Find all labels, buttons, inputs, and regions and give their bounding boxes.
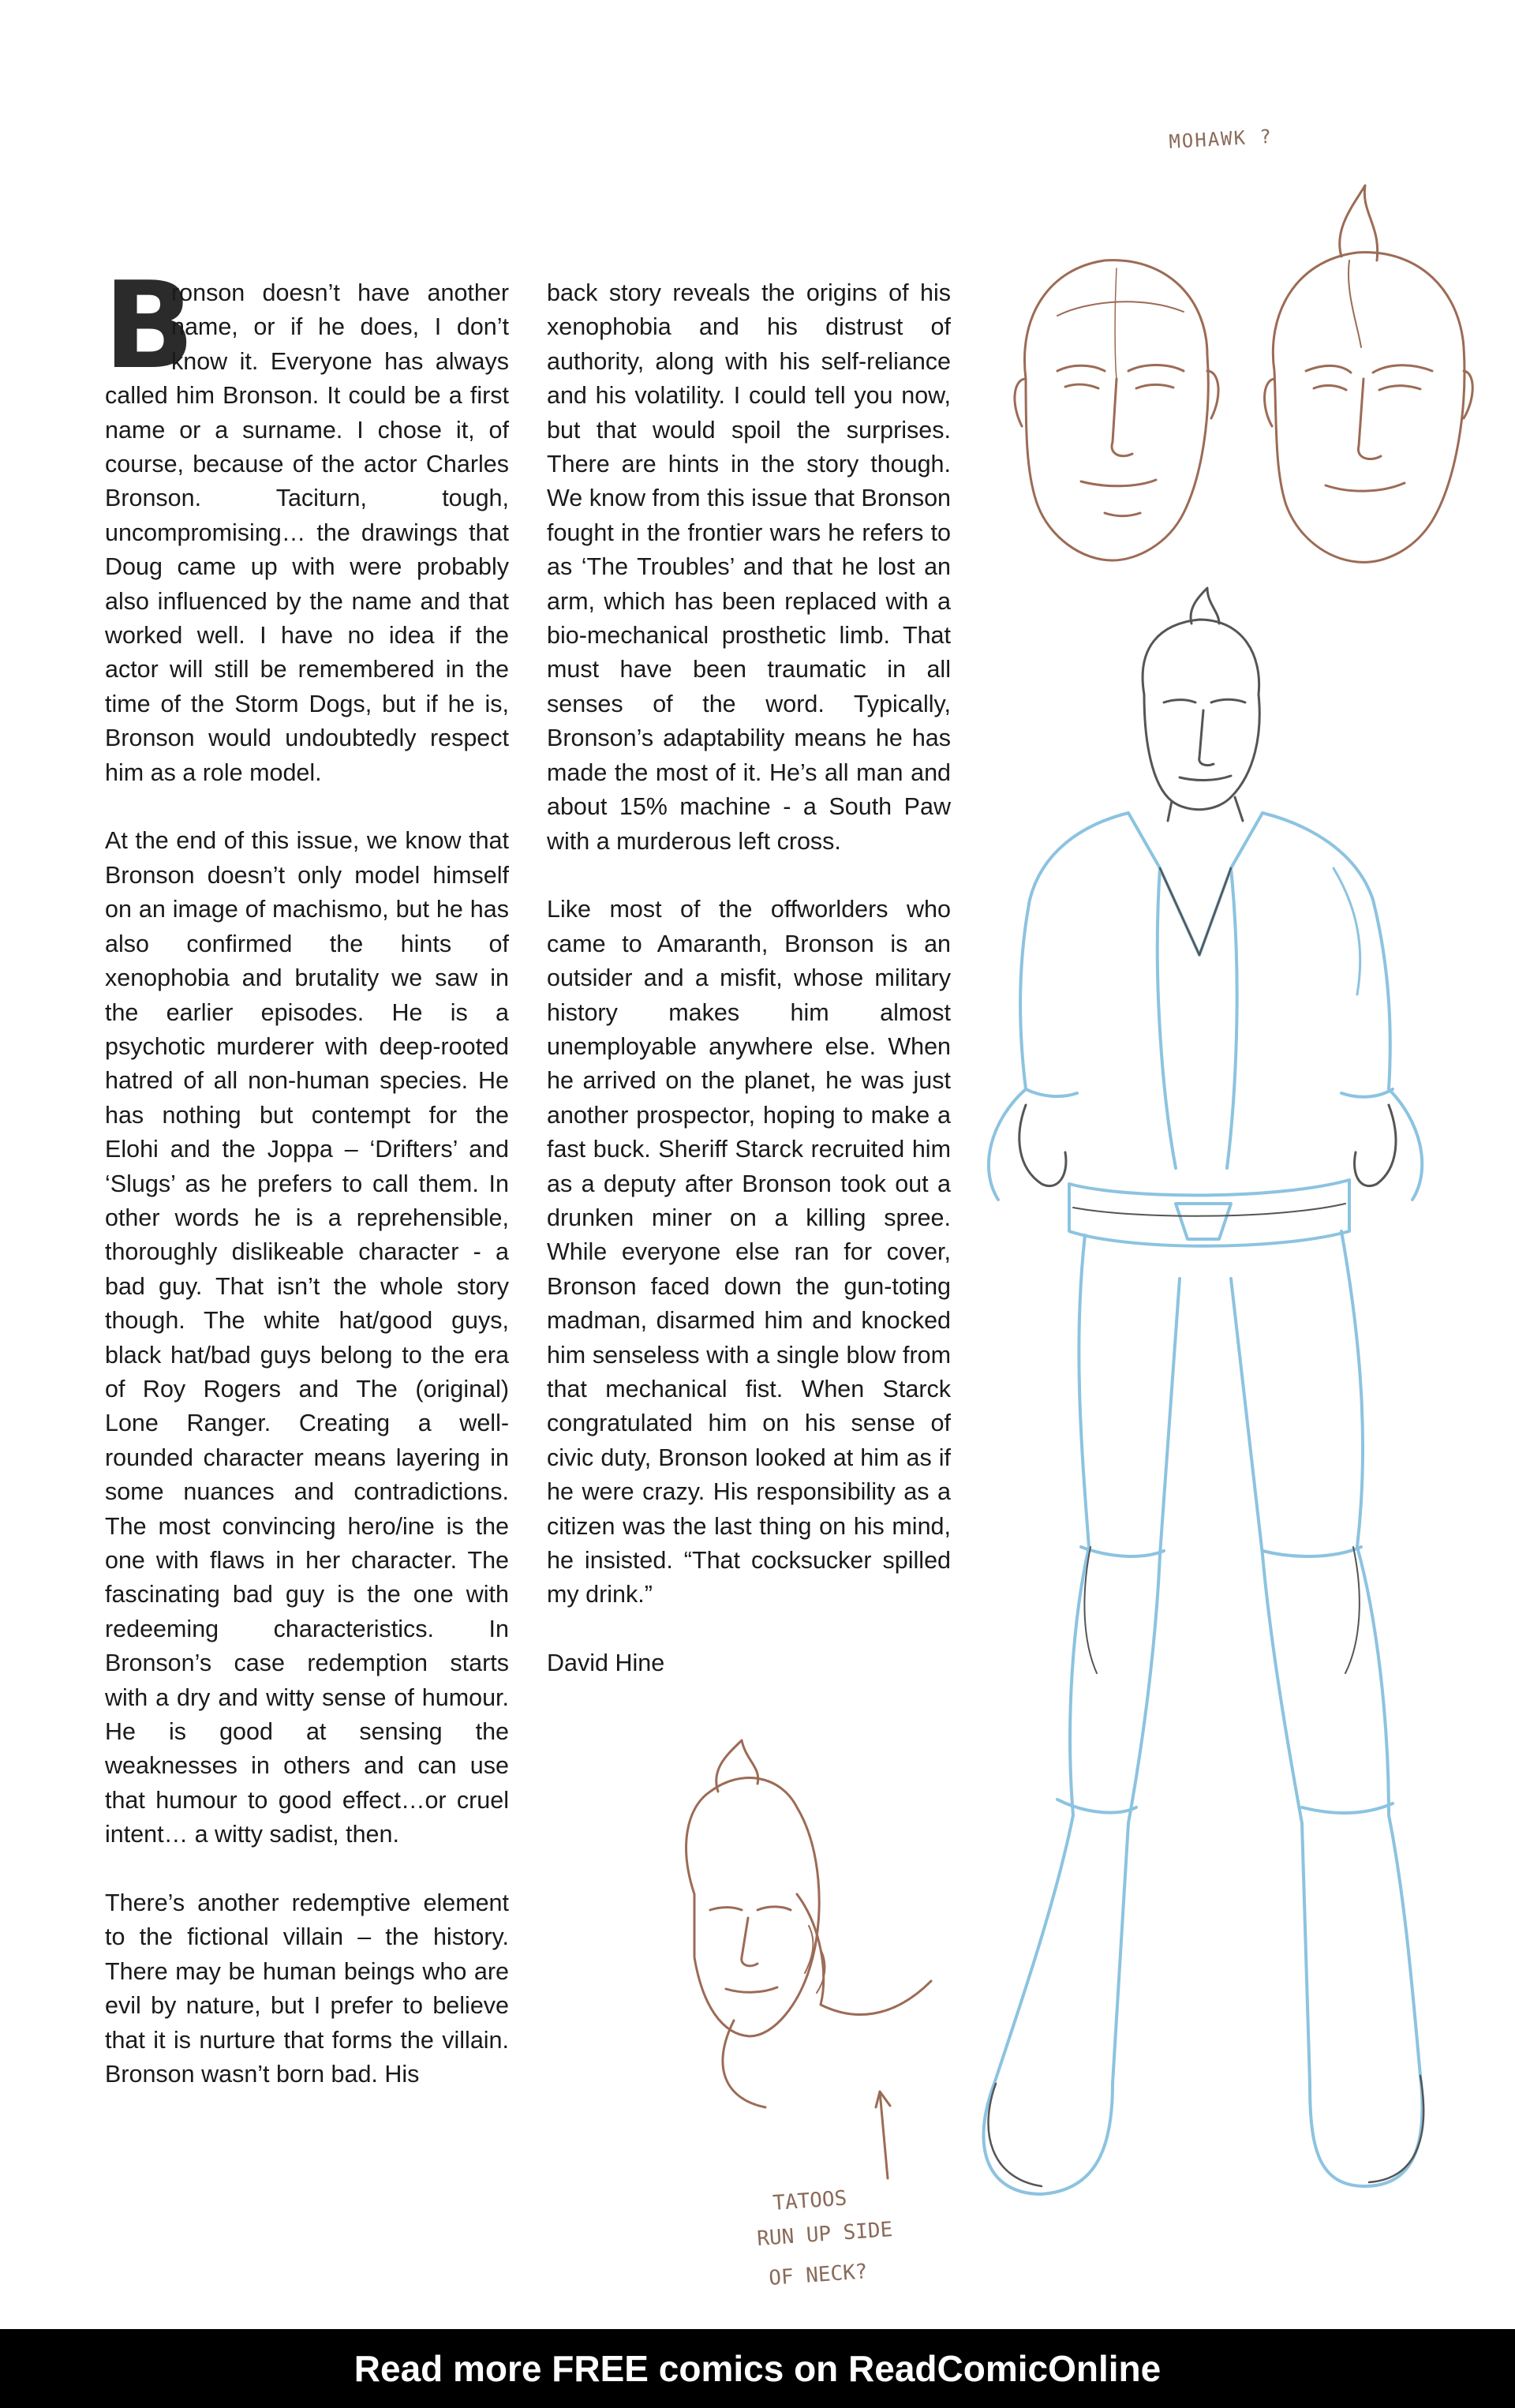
drop-cap: B (103, 256, 195, 395)
full-body-figure-icon (984, 588, 1424, 2194)
article-paragraph: back story reveals the origins of his xenophobia and his distrust of authority, along with his self-reliance and his volatility. I could tell you now, but that would spoil the surprises. There are hints in the story though. We know from this issue that Bronson fought in the frontier wars he refers to as ‘The Troubles’ and that he lost an arm, which has been replaced with a bio-mechanical prosthetic limb. That must have been traumatic in all senses of the word. Typically, Bronson’s adaptability means he has made the most of it. He’s all man and about 15% machine - a South Paw with a murderous left cross. (547, 279, 951, 855)
head-sketch-mohawk-icon (1265, 185, 1473, 562)
article-paragraph: There’s another redemptive element to the fictional villain – the history. There may be human beings who are evil by nature, but I prefer to believe that it is nurture that forms the villain. Bronson wasn’t born bad. His (105, 1889, 509, 2088)
article-paragraph: At the end of this issue, we know that Bronson doesn’t only model himself on an image of machismo, but he has also confirmed the hints of xenophobia and brutality we saw in the earlier episodes. He is a psychotic murderer with deep-rooted hatred of all non-human species. He has nothing but contempt for the Elohi and the Joppa – ‘Drifters’ and ‘Slugs’ as he prefers to call them. In other words he is a reprehensible, thoroughly dislikeable character - a bad guy. That isn’t the whole story though. The white hat/good guys, black hat/bad guys belong to the era of Roy Rogers and The (original) Lone Ranger. Creating a well-rounded character means layering in some nuances and contradictions. The most convincing hero/ine is the one with flaws in her character. The fascinating bad guy is the one with redeeming characteristics. In Bronson’s case redemption starts with a dry and witty sense of humour. He is good at sensing the weaknesses in others and can use that humour to good effect…or cruel intent… a witty sadist, then. (105, 827, 509, 1848)
sketch-note-tattoos-line1: TATOOS (772, 2186, 848, 2215)
head-sketch-tattoo-icon (686, 1740, 931, 2178)
sketch-note-tattoos-line2: RUN UP SIDE (756, 2218, 894, 2251)
footer-banner[interactable] (0, 2329, 1515, 2408)
footer-text[interactable]: Read more FREE comics on ReadComicOnline (354, 2348, 1162, 2389)
author-signature: David Hine (547, 1650, 665, 1677)
article-paragraph: Like most of the offworlders who came to Amaranth, Bronson is an outsider and a misfit, whose military history makes him almost unemployable anywhere else. When he arrived on the planet, he was just another prospector, hoping to make a fast buck. Sheriff Starck recruited him as a deputy after Bronson took out a drunken miner on a killing spree. While everyone else ran for cover, Bronson faced down the gun-toting madman, disarmed him and knocked him senseless with a single blow from that mechanical fist. When Starck congratulated him on his sense of civic duty, Bronson looked at him as if he were crazy. His responsibility as a citizen was the last thing on his mind, he insisted. “That cocksucker spilled my drink.” (547, 896, 951, 1608)
head-sketch-front-icon (1015, 260, 1218, 560)
paragraph-text: ronson doesn’t have another name, or if he does, I don’t know it. Everyone has always called him Bronson. It could be a first name or a surname. I chose it, of course, because of the actor Charles Bronson. Taciturn, tough, uncompromising… the drawings that Doug came up with were probably also influenced by the name and that worked well. I have no idea if the actor will still be remembered in the time of the Storm Dogs, but if he is, Bronson would undoubtedly respect him as a role model. (105, 279, 509, 786)
sketch-note-mohawk: MOHAWK ? (1168, 125, 1274, 153)
sketch-note-tattoos-line3: OF NECK? (768, 2260, 869, 2290)
